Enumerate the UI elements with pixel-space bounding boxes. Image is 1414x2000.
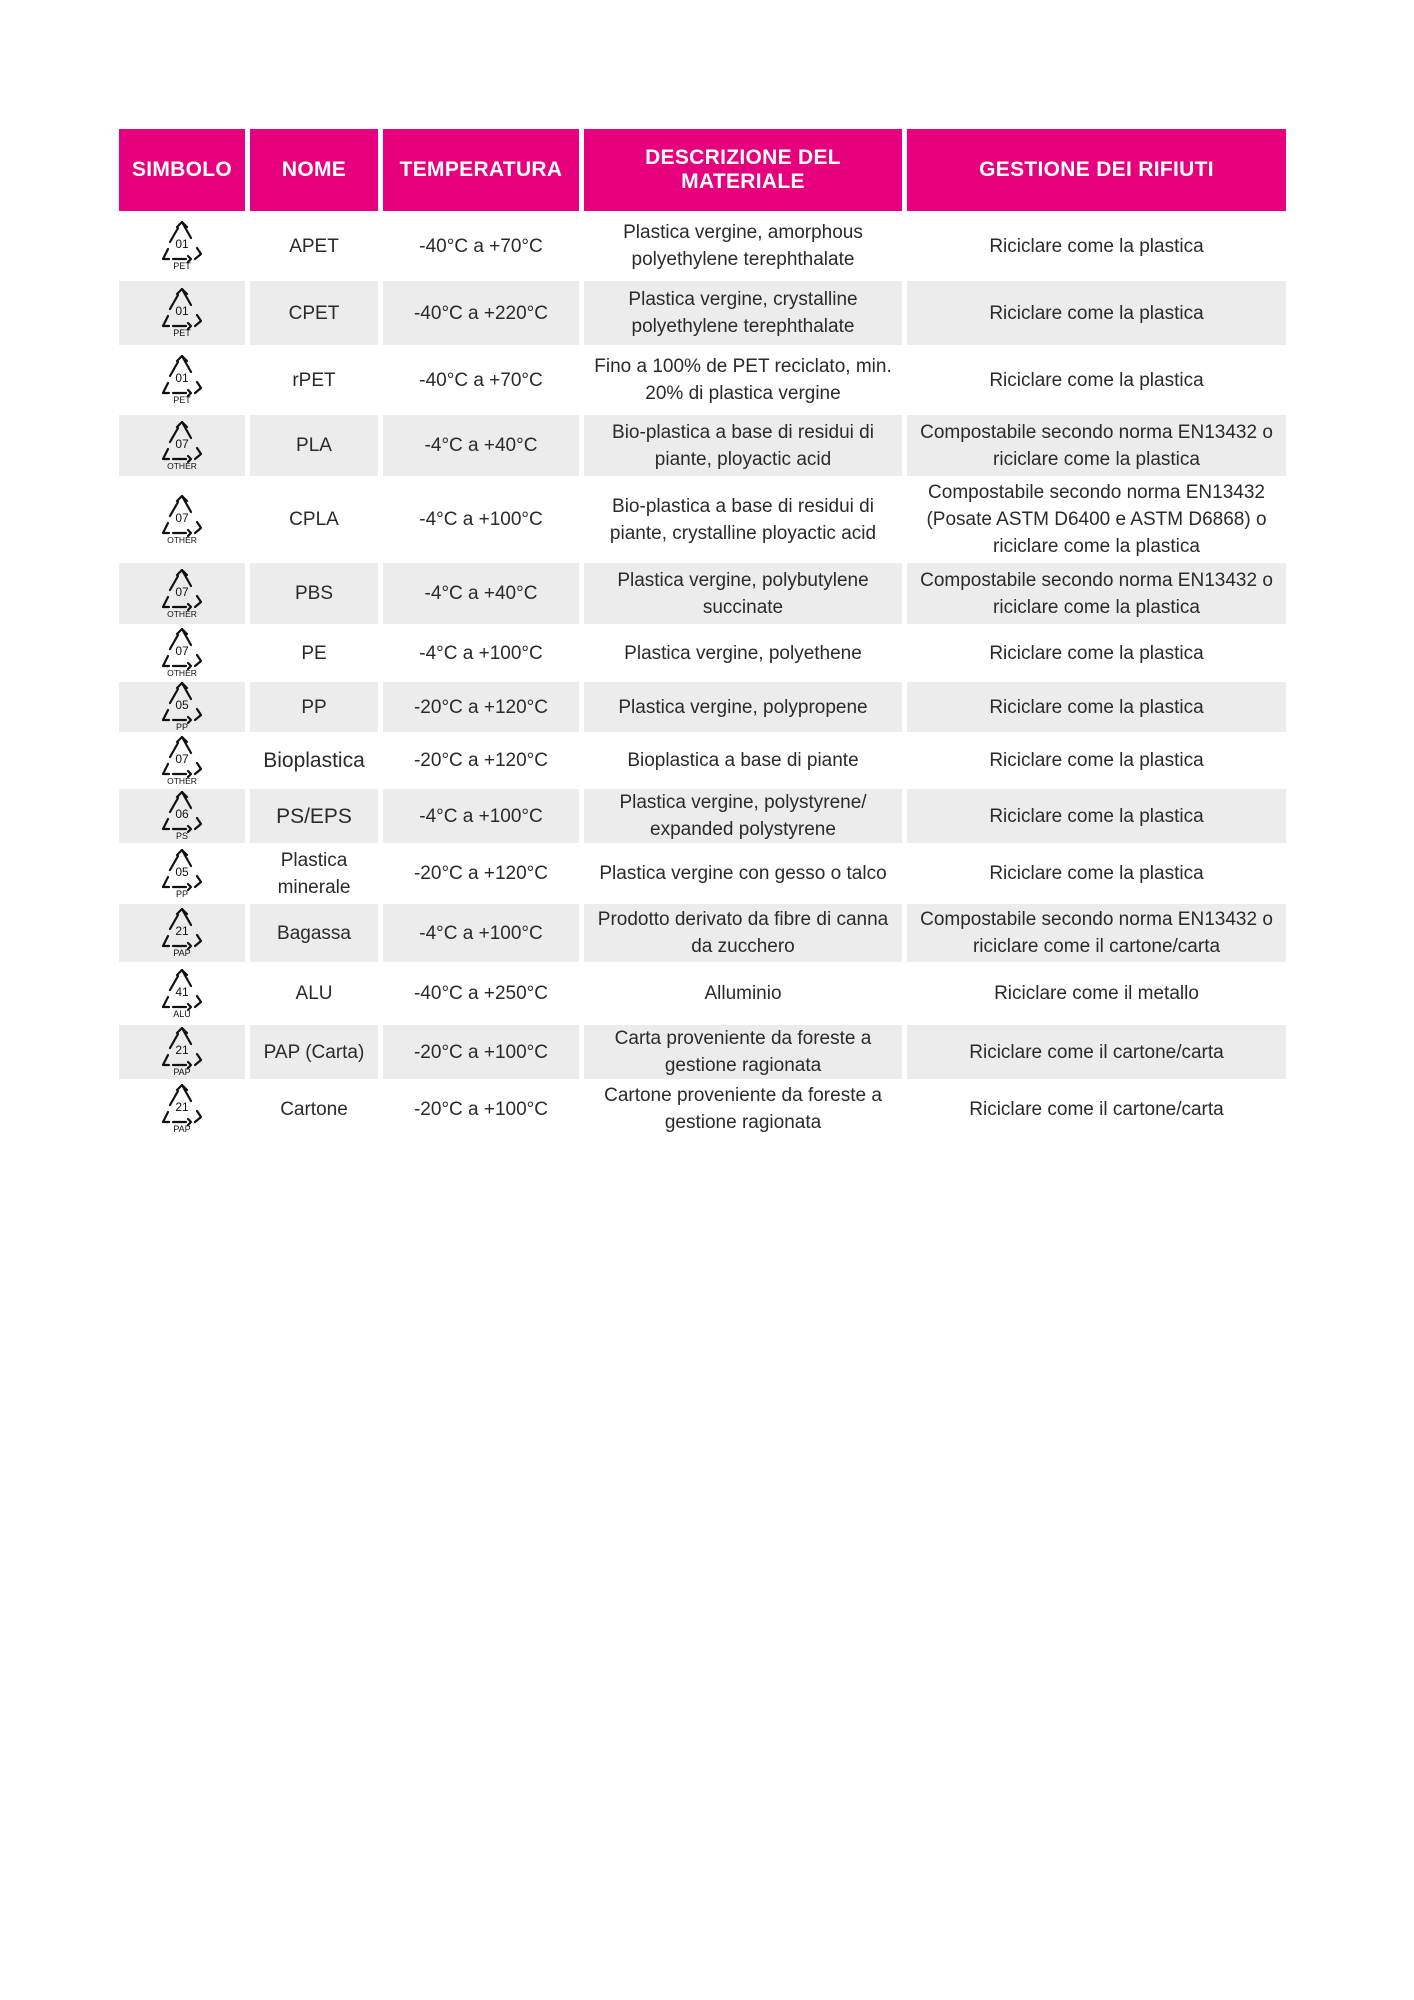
recycle-symbol-cell <box>119 965 245 1022</box>
material-description: Carta proveniente da foreste a gestione ragionata <box>584 1025 902 1079</box>
material-name: PAP (Carta) <box>250 1025 378 1079</box>
recycle-code: 07 <box>175 510 189 525</box>
temperature-range: -4°C a +100°C <box>383 789 579 843</box>
recycle-code: 21 <box>175 1043 189 1057</box>
recycle-symbol-cell <box>119 281 245 345</box>
recycle-symbol-cell <box>119 735 245 786</box>
table-row <box>119 627 1286 679</box>
waste-management: Compostabile secondo norma EN13432 o riciclare come la plastica <box>907 415 1286 476</box>
recycle-abbr: PP <box>175 888 189 899</box>
table-row <box>119 214 1286 278</box>
waste-management: Riciclare come il cartone/carta <box>969 1098 1224 1120</box>
recycle-abbr: OTHER <box>167 668 197 678</box>
header-gestione: GESTIONE DEI RIFIUTI <box>907 129 1286 211</box>
recycle-icon <box>158 628 206 678</box>
waste-management: Riciclare come la plastica <box>989 863 1204 884</box>
material-name: rPET <box>292 369 336 391</box>
waste-management: Compostabile secondo norma EN13432 o riciclare come la plastica <box>907 563 1286 624</box>
recycle-abbr: PAP <box>173 1067 191 1077</box>
material-name: CPLA <box>289 509 339 530</box>
material-name: PP <box>250 682 378 732</box>
recycle-symbol-cell <box>119 627 245 679</box>
recycle-code: 05 <box>175 864 189 879</box>
recycle-abbr: PET <box>173 261 191 271</box>
header-simbolo: SIMBOLO <box>119 129 245 211</box>
table-row <box>119 1025 1286 1079</box>
recycle-abbr: OTHER <box>167 775 197 786</box>
temperature-range: -4°C a +100°C <box>419 642 543 664</box>
header-temperatura: TEMPERATURA <box>383 129 579 211</box>
material-name: PLA <box>250 415 378 476</box>
recycle-symbol-cell <box>119 789 245 843</box>
table-row <box>119 281 1286 345</box>
waste-management: Riciclare come la plastica <box>989 235 1204 257</box>
temperature-range: -40°C a +220°C <box>383 281 579 345</box>
material-description: Bio-plastica a base di residui di piante, crystalline ployactic acid <box>609 495 877 544</box>
material-name: ALU <box>295 983 333 1004</box>
recycle-icon <box>158 969 206 1019</box>
recycle-abbr: PAP <box>173 948 191 958</box>
recycle-code: 41 <box>175 984 189 999</box>
table-row <box>119 904 1286 962</box>
temperature-range: -20°C a +100°C <box>383 1025 579 1079</box>
material-description: Cartone proveniente da foreste a gestione ragionata <box>604 1085 882 1133</box>
recycle-code: 21 <box>175 924 189 938</box>
material-description: Plastica vergine, polypropene <box>584 682 902 732</box>
material-name: PE <box>301 642 327 664</box>
material-name: Cartone <box>280 1098 348 1120</box>
recycle-symbol-cell <box>119 904 245 962</box>
recycle-icon <box>158 288 206 338</box>
recycle-code: 07 <box>175 751 189 766</box>
table-row <box>119 735 1286 786</box>
temperature-range: -20°C a +120°C <box>413 863 549 884</box>
waste-management: Riciclare come la plastica <box>989 750 1204 771</box>
waste-management: Riciclare come la plastica <box>989 642 1204 664</box>
material-description: Plastica vergine, crystalline polyethylene terephthalate <box>584 281 902 345</box>
material-description: Plastica vergine, polystyrene/ expanded polystyrene <box>584 789 902 843</box>
header-descrizione: DESCRIZIONE DEL MATERIALE <box>584 129 902 211</box>
material-description: Prodotto derivato da fibre di canna da zucchero <box>584 904 902 962</box>
temperature-range: -40°C a +70°C <box>419 369 543 391</box>
temperature-range: -4°C a +100°C <box>383 904 579 962</box>
table-row <box>119 415 1286 476</box>
recycle-abbr: OTHER <box>167 534 197 545</box>
material-name: Bagassa <box>250 904 378 962</box>
temperature-range: -4°C a +40°C <box>383 415 579 476</box>
recycle-code: 01 <box>175 304 189 318</box>
recycle-symbol-cell <box>119 348 245 412</box>
table-row <box>119 563 1286 624</box>
recycle-code: 01 <box>175 371 189 385</box>
recycle-code: 07 <box>175 584 189 599</box>
recycle-code: 01 <box>175 237 189 251</box>
material-description: Bio-plastica a base di residui di piante, ployactic acid <box>584 415 902 476</box>
recycle-abbr: OTHER <box>167 460 197 471</box>
temperature-range: -4°C a +40°C <box>383 563 579 624</box>
material-description: Alluminio <box>704 983 782 1004</box>
waste-management: Riciclare come la plastica <box>907 281 1286 345</box>
recycle-icon <box>158 355 206 405</box>
recycle-icon <box>158 421 206 471</box>
temperature-range: -4°C a +100°C <box>419 509 543 530</box>
waste-management: Riciclare come il cartone/carta <box>907 1025 1286 1079</box>
table-row <box>119 789 1286 843</box>
waste-management: Riciclare come la plastica <box>989 369 1204 391</box>
header-row <box>119 129 1286 211</box>
recycle-symbol-cell <box>119 415 245 476</box>
recycle-abbr: OTHER <box>167 608 197 619</box>
recycle-icon <box>158 849 206 899</box>
recycle-abbr: PS <box>175 831 189 841</box>
recycle-icon <box>158 1084 206 1134</box>
temperature-range: -40°C a +250°C <box>413 983 549 1004</box>
temperature-range: -40°C a +70°C <box>419 235 543 257</box>
recycle-abbr: PAP <box>173 1124 191 1134</box>
material-name: PBS <box>250 563 378 624</box>
materials-table <box>114 126 1291 1139</box>
material-description: Fino a 100% de PET reciclato, min. 20% di plastica vergine <box>594 356 892 404</box>
table-row <box>119 965 1286 1022</box>
recycle-abbr: ALU <box>173 1008 191 1019</box>
header-nome: NOME <box>250 129 378 211</box>
material-name: Bioplastica <box>263 749 365 772</box>
waste-management: Compostabile secondo norma EN13432 o riciclare come il cartone/carta <box>907 904 1286 962</box>
material-name: Plastica minerale <box>277 849 351 898</box>
material-name: APET <box>289 235 339 257</box>
recycle-abbr: PET <box>173 395 191 405</box>
recycle-symbol-cell <box>119 682 245 732</box>
temperature-range: -20°C a +120°C <box>383 682 579 732</box>
recycle-code: 06 <box>175 807 189 821</box>
recycle-abbr: PP <box>175 722 189 732</box>
recycle-symbol-cell <box>119 563 245 624</box>
recycle-code: 07 <box>175 644 189 658</box>
recycle-icon <box>158 495 206 545</box>
waste-management: Riciclare come la plastica <box>907 682 1286 732</box>
waste-management: Riciclare come il metallo <box>994 983 1199 1004</box>
recycle-icon <box>158 1027 206 1077</box>
recycle-icon <box>158 908 206 958</box>
material-name: PS/EPS <box>250 789 378 843</box>
table-row <box>119 479 1286 560</box>
waste-management: Riciclare come la plastica <box>907 789 1286 843</box>
recycle-symbol-cell <box>119 1025 245 1079</box>
recycle-icon <box>158 221 206 271</box>
table-row <box>119 682 1286 732</box>
material-description: Plastica vergine, polybutylene succinate <box>584 563 902 624</box>
table-row <box>119 348 1286 412</box>
table-row <box>119 1082 1286 1136</box>
recycle-code: 21 <box>175 1100 189 1114</box>
recycle-icon <box>158 569 206 619</box>
recycle-symbol-cell <box>119 479 245 560</box>
recycle-symbol-cell <box>119 214 245 278</box>
recycle-symbol-cell <box>119 846 245 901</box>
recycle-abbr: PET <box>173 328 191 338</box>
material-name: CPET <box>250 281 378 345</box>
recycle-code: 07 <box>175 436 189 451</box>
material-description: Plastica vergine con gesso o talco <box>599 863 887 884</box>
recycle-symbol-cell <box>119 1082 245 1136</box>
material-description: Plastica vergine, polyethene <box>624 642 862 664</box>
recycle-icon <box>158 791 206 841</box>
recycle-code: 05 <box>175 698 189 712</box>
waste-management: Compostabile secondo norma EN13432 (Posate ASTM D6400 e ASTM D6868) o riciclare come la plastica <box>926 482 1267 557</box>
material-description: Plastica vergine, amorphous polyethylene terephthalate <box>623 222 863 270</box>
temperature-range: -20°C a +100°C <box>413 1098 549 1120</box>
table-row <box>119 846 1286 901</box>
temperature-range: -20°C a +120°C <box>413 750 549 771</box>
material-description: Bioplastica a base di piante <box>627 750 859 771</box>
recycle-icon <box>158 736 206 786</box>
recycle-icon <box>158 682 206 732</box>
